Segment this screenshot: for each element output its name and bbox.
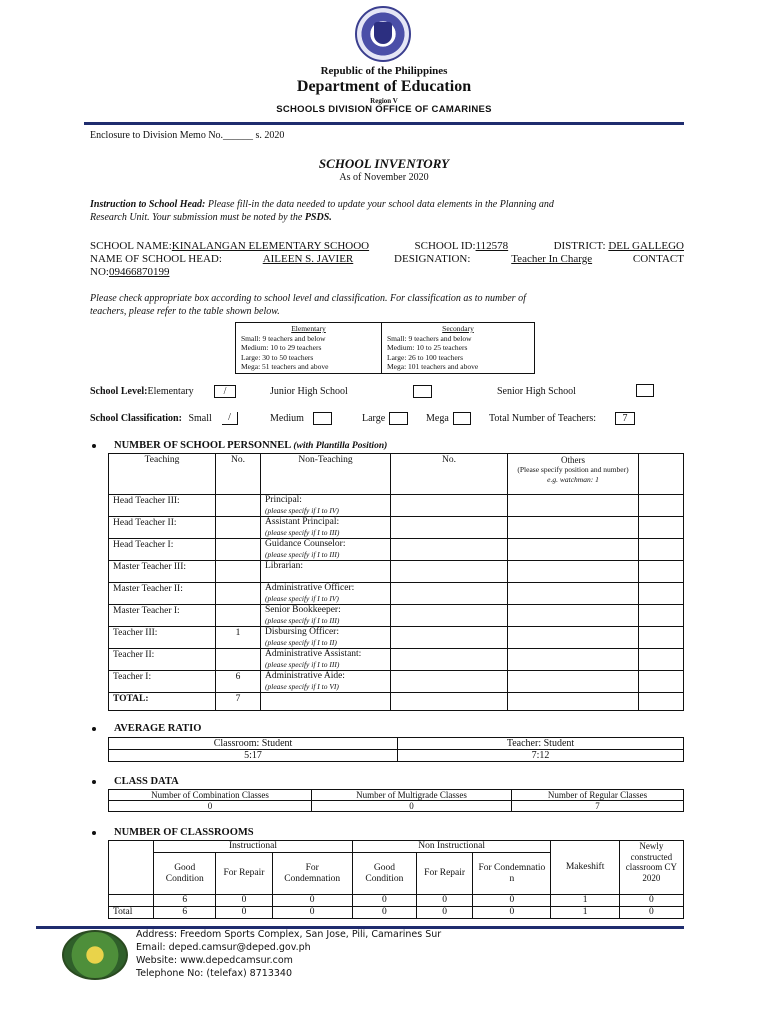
nonteaching-count[interactable] bbox=[391, 649, 508, 671]
col-nonteaching-header: Non-Teaching bbox=[261, 454, 391, 495]
elementary-large: Large: 30 to 50 teachers bbox=[241, 352, 314, 362]
classrooms-heading-text: NUMBER OF CLASSROOMS bbox=[114, 827, 254, 838]
ratio-table bbox=[108, 737, 684, 762]
nonteaching-position bbox=[261, 627, 391, 649]
footer-website: Website: www.depedcamsur.com bbox=[136, 955, 293, 966]
footer-email: Email: deped.camsur@deped.gov.ph bbox=[136, 942, 311, 953]
others-cell[interactable] bbox=[508, 495, 639, 517]
col-no2-header: No. bbox=[391, 454, 508, 495]
mega-checkbox[interactable] bbox=[453, 412, 471, 425]
classification-row bbox=[90, 413, 212, 426]
class-data-col1: Number of Combination Classes bbox=[109, 790, 312, 801]
classrooms-total-cell[interactable]: 0 bbox=[272, 907, 352, 919]
personnel-heading-sub: (with Plantilla Position) bbox=[293, 441, 388, 451]
enclosure-text: Enclosure to Division Memo No.______ s. 2020 bbox=[90, 130, 285, 141]
deped-seal-logo bbox=[355, 6, 411, 62]
col-others-header bbox=[508, 454, 639, 495]
personnel-total-row bbox=[109, 693, 684, 711]
level-jhs-label: Junior High School bbox=[270, 386, 348, 397]
classrooms-total-cell[interactable]: 6 bbox=[154, 907, 216, 919]
class-mega-label: Mega bbox=[426, 413, 449, 424]
ratio-val1[interactable]: 5:17 bbox=[109, 750, 398, 762]
school-head-label: NAME OF SCHOOL HEAD: bbox=[90, 253, 222, 265]
classrooms-cell[interactable]: 0 bbox=[473, 895, 551, 907]
ratio-heading-text: AVERAGE RATIO bbox=[114, 723, 202, 734]
class-data-val2[interactable]: 0 bbox=[312, 801, 512, 812]
level-elementary-label: Elementary bbox=[147, 386, 194, 397]
others-count[interactable] bbox=[639, 649, 684, 671]
teaching-position: Head Teacher II: bbox=[109, 517, 216, 539]
col-teaching-header: Teaching bbox=[109, 454, 216, 495]
classrooms-corner-cell bbox=[109, 841, 154, 895]
school-level-row bbox=[90, 386, 194, 399]
ratio-heading bbox=[92, 723, 201, 734]
teaching-count[interactable] bbox=[216, 605, 261, 627]
class-data-col2: Number of Multigrade Classes bbox=[312, 790, 512, 801]
district-value: DEL GALLEGO bbox=[608, 240, 684, 252]
elementary-small: Small: 9 teachers and below bbox=[241, 333, 326, 343]
school-id-label: SCHOOL ID: bbox=[414, 240, 476, 252]
col-no-header: No. bbox=[216, 454, 261, 495]
classrooms-total-cell[interactable]: 0 bbox=[216, 907, 272, 919]
col-others-sub1: (Please specify position and number) bbox=[517, 465, 629, 474]
others-cell[interactable] bbox=[508, 627, 639, 649]
designation-label: DESIGNATION: bbox=[394, 253, 471, 265]
personnel-heading-text: NUMBER OF SCHOOL PERSONNEL bbox=[114, 440, 291, 451]
instruction-label: Instruction to School Head: bbox=[90, 199, 206, 210]
classrooms-cell[interactable]: 0 bbox=[352, 895, 416, 907]
classrooms-cell[interactable]: 0 bbox=[619, 895, 683, 907]
others-count[interactable] bbox=[639, 495, 684, 517]
nonteaching-count[interactable] bbox=[391, 671, 508, 693]
others-count[interactable] bbox=[639, 605, 684, 627]
secondary-header: Secondary bbox=[442, 324, 474, 333]
nonteaching-note: (please specify if I to III) bbox=[265, 615, 340, 625]
nonteaching-label: Assistant Principal: bbox=[265, 517, 340, 527]
secondary-mega: Mega: 101 teachers and above bbox=[387, 362, 479, 371]
personnel-table bbox=[108, 453, 684, 711]
nonteaching-label: Administrative Officer: bbox=[265, 583, 355, 593]
classrooms-total-cell[interactable]: 0 bbox=[619, 907, 683, 919]
nonteaching-count[interactable] bbox=[391, 605, 508, 627]
classrooms-total-label: Total bbox=[109, 907, 154, 919]
nonteaching-position bbox=[261, 561, 391, 583]
classrooms-total-cell[interactable]: 0 bbox=[417, 907, 473, 919]
jhs-checkbox[interactable] bbox=[413, 385, 432, 398]
footer-telephone: Telephone No: (telefax) 8713340 bbox=[136, 968, 292, 979]
region-text: Region V bbox=[370, 97, 398, 105]
teaching-position: Teacher I: bbox=[109, 671, 216, 693]
republic-text: Republic of the Philippines bbox=[320, 65, 448, 77]
personnel-total-label: TOTAL: bbox=[109, 693, 216, 711]
classrooms-cell[interactable]: 0 bbox=[417, 895, 473, 907]
check-instruction bbox=[90, 293, 684, 318]
teaching-count[interactable]: 6 bbox=[216, 671, 261, 693]
teaching-position: Head Teacher I: bbox=[109, 539, 216, 561]
classrooms-total-cell[interactable]: 0 bbox=[352, 907, 416, 919]
instruction-psds: PSDS. bbox=[304, 211, 332, 223]
others-cell[interactable] bbox=[508, 517, 639, 539]
nonteaching-note: (please specify if I to IV) bbox=[265, 593, 339, 603]
nonteaching-position bbox=[261, 517, 391, 539]
bullet-icon bbox=[92, 831, 96, 835]
newly-constructed-header: Newly constructed classroom CY 2020 bbox=[619, 841, 683, 895]
others-cell[interactable] bbox=[508, 583, 639, 605]
nonteaching-count[interactable] bbox=[391, 561, 508, 583]
for-condemnation-header: For Condemnation bbox=[272, 853, 352, 895]
school-level-label: School Level: bbox=[90, 386, 148, 397]
nonteaching-label: Administrative Assistant: bbox=[265, 649, 362, 659]
instructional-header: Instructional bbox=[154, 841, 353, 853]
nonteaching-count[interactable] bbox=[391, 627, 508, 649]
medium-checkbox[interactable] bbox=[313, 412, 332, 425]
class-large-label: Large bbox=[362, 413, 386, 424]
total-teachers-value[interactable]: 7 bbox=[615, 412, 635, 425]
secondary-large: Large: 26 to 100 teachers bbox=[387, 352, 464, 362]
teaching-position: Master Teacher III: bbox=[109, 561, 216, 583]
division-text: SCHOOLS DIVISION OFFICE OF CAMARINES bbox=[276, 104, 492, 115]
personnel-row bbox=[109, 539, 684, 561]
small-checkbox[interactable]: / bbox=[222, 412, 238, 425]
nonteaching-note: (please specify if I to IV) bbox=[265, 505, 339, 515]
nonteaching-position bbox=[261, 539, 391, 561]
class-data-val3[interactable]: 7 bbox=[512, 801, 684, 812]
bullet-icon bbox=[92, 780, 96, 784]
teaching-count[interactable] bbox=[216, 649, 261, 671]
nonteaching-label: Librarian: bbox=[265, 561, 303, 571]
shs-checkbox[interactable] bbox=[636, 384, 654, 397]
nonteaching-label: Senior Bookkeeper: bbox=[265, 605, 341, 615]
class-data-col3: Number of Regular Classes bbox=[512, 790, 684, 801]
for-condemnation-header-2: For Condemnatio n bbox=[473, 853, 551, 895]
nonteaching-count[interactable] bbox=[391, 495, 508, 517]
teaching-count[interactable] bbox=[216, 561, 261, 583]
others-count[interactable] bbox=[639, 627, 684, 649]
personnel-row bbox=[109, 561, 684, 583]
ratio-val2[interactable]: 7:12 bbox=[398, 750, 684, 762]
page-title: SCHOOL INVENTORY bbox=[318, 156, 450, 171]
total-blank bbox=[639, 693, 684, 711]
others-cell[interactable] bbox=[508, 605, 639, 627]
personnel-row bbox=[109, 583, 684, 605]
teaching-count[interactable] bbox=[216, 539, 261, 561]
personnel-row bbox=[109, 605, 684, 627]
classrooms-total-cell[interactable]: 1 bbox=[551, 907, 619, 919]
nonteaching-note: (please specify if I to VI) bbox=[265, 681, 339, 691]
classrooms-table bbox=[108, 840, 684, 919]
total-blank bbox=[508, 693, 639, 711]
nonteaching-count[interactable] bbox=[391, 539, 508, 561]
personnel-row bbox=[109, 517, 684, 539]
nonteaching-position bbox=[261, 605, 391, 627]
nonteaching-position bbox=[261, 495, 391, 517]
ratio-col1: Classroom: Student bbox=[109, 738, 398, 750]
others-count[interactable] bbox=[639, 583, 684, 605]
nonteaching-note: (please specify if I to II) bbox=[265, 637, 337, 647]
bullet-icon bbox=[92, 727, 96, 731]
nonteaching-label: Guidance Counselor: bbox=[265, 539, 346, 549]
class-data-table bbox=[108, 789, 684, 812]
school-id-value: 112578 bbox=[475, 240, 509, 252]
good-condition-header: Good Condition bbox=[154, 853, 216, 895]
nonteaching-note: (please specify if I to III) bbox=[265, 549, 340, 559]
check-instruction-line1: Please check appropriate box according to school level and classification. For classification as to number of bbox=[90, 293, 526, 304]
classrooms-row bbox=[109, 895, 684, 907]
teaching-position: Head Teacher III: bbox=[109, 495, 216, 517]
level-shs-label: Senior High School bbox=[497, 386, 576, 397]
nonteaching-label: Principal: bbox=[265, 495, 302, 505]
elementary-checkbox[interactable]: / bbox=[214, 385, 236, 398]
others-cell[interactable] bbox=[508, 539, 639, 561]
col-blank-header bbox=[639, 454, 684, 495]
others-count[interactable] bbox=[639, 671, 684, 693]
nonteaching-position bbox=[261, 649, 391, 671]
secondary-medium: Medium: 10 to 25 teachers bbox=[387, 343, 468, 352]
total-blank bbox=[261, 693, 391, 711]
classrooms-heading bbox=[92, 827, 254, 838]
personnel-total-value[interactable]: 7 bbox=[216, 693, 261, 711]
school-head-value: AILEEN S. JAVIER bbox=[262, 253, 354, 265]
secondary-column bbox=[382, 323, 535, 374]
classification-reference-table bbox=[235, 322, 535, 374]
teaching-count[interactable] bbox=[216, 495, 261, 517]
elementary-header: Elementary bbox=[291, 324, 326, 333]
nonteaching-note: (please specify if I to III) bbox=[265, 527, 340, 537]
class-data-heading-text: CLASS DATA bbox=[114, 776, 179, 787]
classrooms-row-label bbox=[109, 895, 154, 907]
district-label: DISTRICT: bbox=[553, 240, 606, 252]
nonteaching-count[interactable] bbox=[391, 583, 508, 605]
nonteaching-position bbox=[261, 583, 391, 605]
col-others-sub2: e.g. watchman: 1 bbox=[547, 475, 599, 484]
contact-label: CONTACT bbox=[632, 253, 684, 265]
class-data-val1[interactable]: 0 bbox=[109, 801, 312, 812]
classrooms-cell[interactable]: 0 bbox=[272, 895, 352, 907]
class-data-heading bbox=[92, 776, 179, 787]
contact-value: 09466870199 bbox=[108, 266, 170, 278]
class-small-label: Small bbox=[188, 413, 212, 424]
check-instruction-line2: teachers, please refer to the table shown below. bbox=[90, 305, 280, 317]
teaching-position: Master Teacher I: bbox=[109, 605, 216, 627]
personnel-heading bbox=[92, 440, 387, 451]
others-count[interactable] bbox=[639, 539, 684, 561]
classification-label: School Classification: bbox=[90, 413, 182, 424]
others-count[interactable] bbox=[639, 561, 684, 583]
school-name-label: SCHOOL NAME: bbox=[90, 240, 172, 252]
department-title: Department of Education bbox=[296, 78, 472, 95]
as-of-date: As of November 2020 bbox=[339, 172, 429, 183]
footer-address: Address: Freedom Sports Complex, San Jose, Pili, Camarines Sur bbox=[136, 929, 442, 940]
teaching-position: Master Teacher II: bbox=[109, 583, 216, 605]
personnel-row bbox=[109, 495, 684, 517]
teaching-position: Teacher III: bbox=[109, 627, 216, 649]
teaching-count[interactable]: 1 bbox=[216, 627, 261, 649]
elementary-medium: Medium: 10 to 29 teachers bbox=[241, 343, 322, 352]
classrooms-total-cell[interactable]: 0 bbox=[473, 907, 551, 919]
teaching-count[interactable] bbox=[216, 517, 261, 539]
teaching-position: Teacher II: bbox=[109, 649, 216, 671]
others-count[interactable] bbox=[639, 517, 684, 539]
non-instructional-header: Non Instructional bbox=[352, 841, 551, 853]
personnel-row bbox=[109, 627, 684, 649]
others-cell[interactable] bbox=[508, 671, 639, 693]
designation-value: Teacher In Charge bbox=[511, 253, 593, 265]
large-checkbox[interactable] bbox=[389, 412, 408, 425]
others-cell[interactable] bbox=[508, 561, 639, 583]
col-others-title: Others bbox=[561, 455, 585, 465]
instruction-line1: Please fill-in the data needed to update your school data elements in the Planning and bbox=[207, 199, 554, 210]
bullet-icon bbox=[92, 444, 96, 448]
makeshift-header: Makeshift bbox=[551, 841, 619, 895]
school-info bbox=[90, 240, 684, 279]
elementary-mega: Mega: 51 teachers and above bbox=[241, 362, 329, 371]
classrooms-cell[interactable]: 0 bbox=[216, 895, 272, 907]
ratio-col2: Teacher: Student bbox=[398, 738, 684, 750]
personnel-row bbox=[109, 671, 684, 693]
nonteaching-position bbox=[261, 671, 391, 693]
good-condition-header-2: Good Condition bbox=[352, 853, 416, 895]
nonteaching-note: (please specify if I to III) bbox=[265, 659, 340, 669]
nonteaching-count[interactable] bbox=[391, 517, 508, 539]
teaching-count[interactable] bbox=[216, 583, 261, 605]
instruction-line2: Research Unit. Your submission must be noted by the bbox=[90, 211, 303, 223]
header-divider bbox=[84, 122, 684, 125]
elementary-column bbox=[236, 323, 382, 374]
others-cell[interactable] bbox=[508, 649, 639, 671]
nonteaching-label: Administrative Aide: bbox=[265, 671, 345, 681]
classrooms-total-row bbox=[109, 907, 684, 919]
personnel-row bbox=[109, 649, 684, 671]
total-teachers-label: Total Number of Teachers: bbox=[489, 413, 596, 424]
division-logo bbox=[62, 930, 128, 980]
classrooms-cell[interactable]: 1 bbox=[551, 895, 619, 907]
secondary-small: Small: 9 teachers and below bbox=[387, 333, 472, 343]
for-repair-header: For Repair bbox=[216, 853, 272, 895]
contact-no-label: NO: bbox=[90, 266, 109, 278]
nonteaching-label: Disbursing Officer: bbox=[265, 627, 339, 637]
instruction-block bbox=[90, 199, 680, 224]
classrooms-cell[interactable]: 6 bbox=[154, 895, 216, 907]
school-name-value: KINALANGAN ELEMENTARY SCHOOO bbox=[171, 240, 370, 252]
for-repair-header-2: For Repair bbox=[417, 853, 473, 895]
total-blank bbox=[391, 693, 508, 711]
class-medium-label: Medium bbox=[270, 413, 304, 424]
